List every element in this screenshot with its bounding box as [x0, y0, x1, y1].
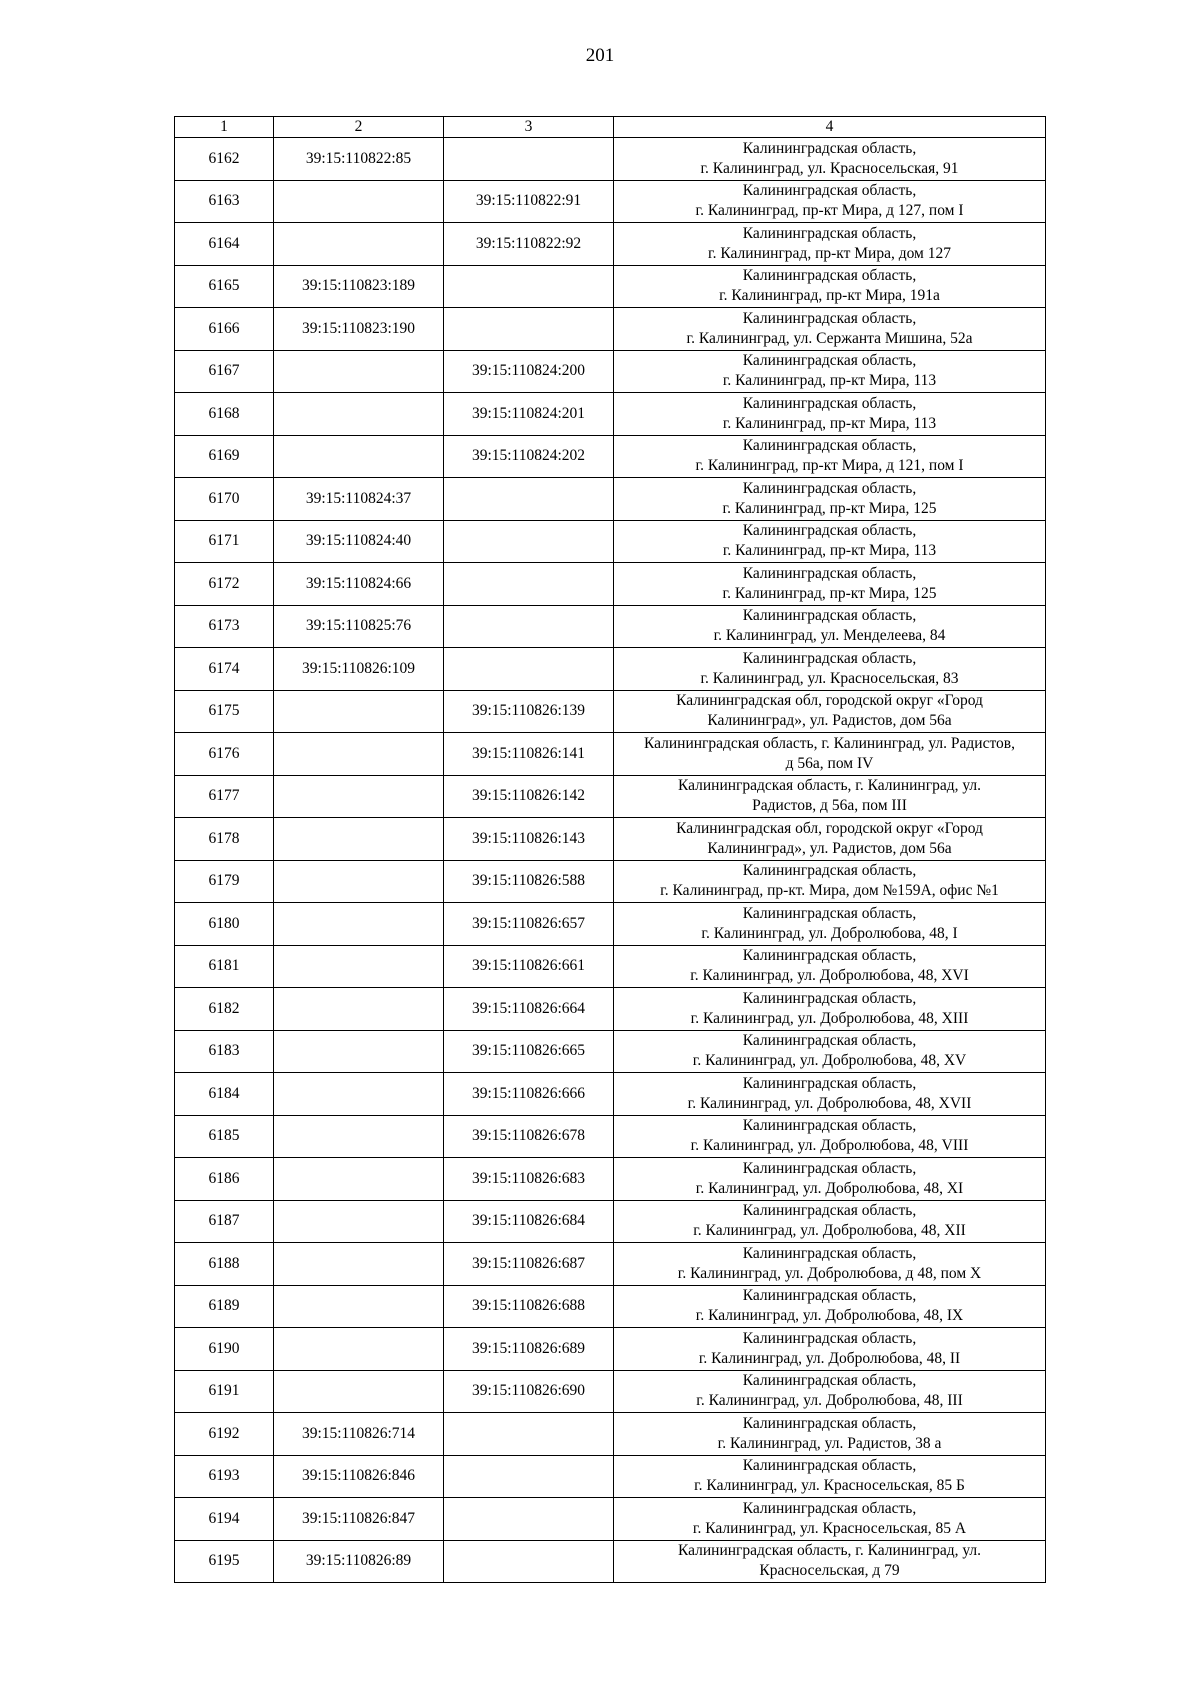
address-cell [614, 1328, 1046, 1371]
table-row [175, 1073, 1046, 1116]
cadastral-number-building-cell [444, 265, 614, 308]
cadastral-number-building-cell [444, 648, 614, 691]
table-row [175, 1455, 1046, 1498]
cadastral-number-cell: 39:15:110824:40 [274, 520, 444, 563]
table-row [175, 435, 1046, 478]
address-line: г. Калининград, ул. Добролюбова, 48, III [696, 1392, 963, 1410]
address-cell [614, 733, 1046, 776]
table-row [175, 478, 1046, 521]
table-body [175, 138, 1046, 1583]
address-line: Калининградская область, [742, 522, 917, 540]
table-row [175, 1158, 1046, 1201]
table-row [175, 945, 1046, 988]
table-row [175, 775, 1046, 818]
address-cell [614, 138, 1046, 181]
row-number-cell: 6187 [175, 1200, 274, 1243]
cadastral-number-building-cell: 39:15:110824:201 [444, 393, 614, 436]
address-line: г. Калининград, ул. Добролюбова, 48, XVI [690, 967, 969, 985]
cadastral-number-building-cell: 39:15:110826:689 [444, 1328, 614, 1371]
address-line: Калининград», ул. Радистов, дом 56а [707, 839, 952, 857]
registry-table [174, 116, 1046, 1583]
address-line: Калининградская область, [742, 309, 917, 327]
column-header-3: 3 [444, 117, 614, 138]
address-line: г. Калининград, пр-кт Мира, 113 [722, 414, 937, 432]
address-cell [614, 308, 1046, 351]
address-line: г. Калининград, ул. Добролюбова, 48, VIII [690, 1137, 969, 1155]
cadastral-number-building-cell [444, 1498, 614, 1541]
address-line: г. Калининград, пр-кт Мира, 113 [722, 542, 937, 560]
address-line: Радистов, д 56а, пом III [752, 797, 907, 815]
cadastral-number-building-cell [444, 1455, 614, 1498]
address-cell [614, 180, 1046, 223]
row-number-cell: 6180 [175, 903, 274, 946]
cadastral-number-building-cell: 39:15:110826:690 [444, 1370, 614, 1413]
address-line: г. Калининград, пр-кт Мира, д 127, пом I [695, 202, 964, 220]
cadastral-number-building-cell: 39:15:110826:665 [444, 1030, 614, 1073]
address-line: Калининградская область, [742, 1244, 917, 1262]
cadastral-number-building-cell: 39:15:110826:684 [444, 1200, 614, 1243]
cadastral-number-building-cell [444, 478, 614, 521]
cadastral-number-cell: 39:15:110826:109 [274, 648, 444, 691]
row-number-cell: 6169 [175, 435, 274, 478]
address-line: Калининградская обл, городской округ «Город [676, 819, 983, 837]
row-number-cell: 6181 [175, 945, 274, 988]
address-line: Калининградская область, [742, 989, 917, 1007]
cadastral-number-building-cell: 39:15:110826:678 [444, 1115, 614, 1158]
address-line: Калининградская область, г. Калининград, ул. [677, 777, 982, 795]
table-row [175, 1328, 1046, 1371]
address-line: г. Калининград, пр-кт Мира, 125 [722, 499, 937, 517]
table-row [175, 690, 1046, 733]
table-row [175, 1115, 1046, 1158]
row-number-cell: 6190 [175, 1328, 274, 1371]
cadastral-number-building-cell: 39:15:110826:142 [444, 775, 614, 818]
cadastral-number-cell: 39:15:110826:89 [274, 1540, 444, 1583]
address-line: Калининградская область, [742, 607, 917, 625]
address-line: г. Калининград, ул. Красносельская, 91 [700, 159, 959, 177]
row-number-cell: 6171 [175, 520, 274, 563]
row-number-cell: 6172 [175, 563, 274, 606]
address-line: г. Калининград, пр-кт Мира, дом 127 [708, 244, 951, 262]
row-number-cell: 6166 [175, 308, 274, 351]
address-line: г. Калининград, ул. Добролюбова, 48, XVII [687, 1094, 972, 1112]
address-line: Калининградская область, [742, 1287, 917, 1305]
cadastral-number-cell: 39:15:110826:846 [274, 1455, 444, 1498]
address-line: г. Калининград, ул. Добролюбова, 48, IX [695, 1307, 964, 1325]
cadastral-number-building-cell: 39:15:110826:683 [444, 1158, 614, 1201]
header-row [175, 117, 1046, 138]
address-line: г. Калининград, ул. Менделеева, 84 [713, 627, 946, 645]
cadastral-number-cell [274, 818, 444, 861]
address-line: Калининградская область, [742, 394, 917, 412]
row-number-cell: 6195 [175, 1540, 274, 1583]
row-number-cell: 6173 [175, 605, 274, 648]
address-cell [614, 690, 1046, 733]
address-cell [614, 435, 1046, 478]
cadastral-number-cell: 39:15:110826:714 [274, 1413, 444, 1456]
address-cell [614, 1285, 1046, 1328]
cadastral-number-cell [274, 860, 444, 903]
address-line: Калининградская область, [742, 1117, 917, 1135]
address-line: Калининградская область, [742, 1414, 917, 1432]
row-number-cell: 6183 [175, 1030, 274, 1073]
table-row [175, 1498, 1046, 1541]
row-number-cell: 6176 [175, 733, 274, 776]
row-number-cell: 6194 [175, 1498, 274, 1541]
address-cell [614, 1073, 1046, 1116]
table-row [175, 1243, 1046, 1286]
table-row [175, 223, 1046, 266]
table-row [175, 903, 1046, 946]
address-line: Калининградская область, [742, 352, 917, 370]
cadastral-number-cell [274, 988, 444, 1031]
cadastral-number-cell: 39:15:110824:66 [274, 563, 444, 606]
cadastral-number-building-cell [444, 605, 614, 648]
cadastral-number-building-cell: 39:15:110824:200 [444, 350, 614, 393]
page-number: 201 [585, 45, 615, 66]
cadastral-number-cell [274, 1030, 444, 1073]
table-row [175, 733, 1046, 776]
address-line: Калининградская обл, городской округ «Город [676, 692, 983, 710]
cadastral-number-building-cell [444, 1413, 614, 1456]
address-line: г. Калининград, ул. Красносельская, 83 [700, 669, 959, 687]
cadastral-number-cell [274, 1115, 444, 1158]
row-number-cell: 6168 [175, 393, 274, 436]
address-line: г. Калининград, ул. Добролюбова, д 48, пом X [677, 1264, 982, 1282]
address-cell [614, 1030, 1046, 1073]
cadastral-number-cell [274, 1285, 444, 1328]
address-cell [614, 903, 1046, 946]
address-line: г. Калининград, пр-кт Мира, 113 [722, 372, 937, 390]
address-line: Калининградская область, [742, 1032, 917, 1050]
address-line: г. Калининград, ул. Добролюбова, 48, XIII [690, 1009, 969, 1027]
cadastral-number-cell [274, 393, 444, 436]
address-cell [614, 818, 1046, 861]
row-number-cell: 6179 [175, 860, 274, 903]
cadastral-number-cell: 39:15:110823:190 [274, 308, 444, 351]
cadastral-number-cell [274, 180, 444, 223]
address-line: Калининградская область, [742, 267, 917, 285]
row-number-cell: 6186 [175, 1158, 274, 1201]
row-number-cell: 6192 [175, 1413, 274, 1456]
table-row [175, 988, 1046, 1031]
row-number-cell: 6184 [175, 1073, 274, 1116]
address-line: г. Калининград, ул. Красносельская, 85 Б [694, 1477, 965, 1495]
address-cell [614, 520, 1046, 563]
cadastral-number-cell: 39:15:110826:847 [274, 1498, 444, 1541]
address-line: г. Калининград, ул. Красносельская, 85 А [692, 1519, 967, 1537]
cadastral-number-building-cell: 39:15:110826:661 [444, 945, 614, 988]
address-line: Калининградская область, [742, 649, 917, 667]
table-row [175, 648, 1046, 691]
address-cell [614, 1115, 1046, 1158]
address-line: Калининградская область, [742, 224, 917, 242]
cadastral-number-cell [274, 1158, 444, 1201]
address-line: г. Калининград, пр-кт Мира, 125 [722, 584, 937, 602]
address-line: Калининградская область, [742, 479, 917, 497]
cadastral-number-cell [274, 775, 444, 818]
address-cell [614, 775, 1046, 818]
cadastral-number-building-cell: 39:15:110826:688 [444, 1285, 614, 1328]
cadastral-number-building-cell [444, 563, 614, 606]
cadastral-number-building-cell [444, 138, 614, 181]
table-row [175, 818, 1046, 861]
address-line: Калининградская область, [742, 564, 917, 582]
address-line: Калининградская область, [742, 437, 917, 455]
cadastral-number-cell [274, 1370, 444, 1413]
address-line: Калининградская область, [742, 904, 917, 922]
address-cell [614, 648, 1046, 691]
address-cell [614, 1158, 1046, 1201]
address-cell [614, 393, 1046, 436]
table-row [175, 138, 1046, 181]
row-number-cell: 6175 [175, 690, 274, 733]
column-header-1: 1 [175, 117, 274, 138]
address-line: Калининградская область, [742, 947, 917, 965]
address-line: г. Калининград, ул. Добролюбова, 48, I [701, 924, 958, 942]
table-row [175, 1200, 1046, 1243]
row-number-cell: 6164 [175, 223, 274, 266]
address-line: Калининградская область, [742, 139, 917, 157]
address-line: г. Калининград, ул. Сержанта Мишина, 52а [686, 329, 973, 347]
table-row [175, 1413, 1046, 1456]
row-number-cell: 6191 [175, 1370, 274, 1413]
address-cell [614, 350, 1046, 393]
address-line: Калининградская область, [742, 182, 917, 200]
address-line: д 56а, пом IV [785, 754, 874, 772]
address-line: г. Калининград, ул. Добролюбова, 48, XII [693, 1222, 966, 1240]
table-row [175, 350, 1046, 393]
address-cell [614, 1498, 1046, 1541]
address-line: г. Калининград, ул. Добролюбова, 48, II [698, 1349, 961, 1367]
row-number-cell: 6177 [175, 775, 274, 818]
address-line: Калининградская область, [742, 862, 917, 880]
address-cell [614, 478, 1046, 521]
address-line: г. Калининград, пр-кт Мира, д 121, пом I [695, 457, 964, 475]
address-line: Калининградская область, г. Калининград, ул. [677, 1542, 982, 1560]
address-cell [614, 605, 1046, 648]
table-row [175, 180, 1046, 223]
address-cell [614, 860, 1046, 903]
row-number-cell: 6178 [175, 818, 274, 861]
table-row [175, 520, 1046, 563]
address-cell [614, 265, 1046, 308]
cadastral-number-building-cell: 39:15:110826:687 [444, 1243, 614, 1286]
address-cell [614, 1413, 1046, 1456]
cadastral-number-cell: 39:15:110823:189 [274, 265, 444, 308]
address-line: Калининградская область, [742, 1329, 917, 1347]
table-row [175, 563, 1046, 606]
row-number-cell: 6188 [175, 1243, 274, 1286]
cadastral-number-cell: 39:15:110822:85 [274, 138, 444, 181]
cadastral-number-building-cell: 39:15:110826:664 [444, 988, 614, 1031]
address-line: Калининградская область, г. Калининград, ул. Радистов, [643, 734, 1015, 752]
table-header [175, 117, 1046, 138]
table-row [175, 1285, 1046, 1328]
address-line: Калининград», ул. Радистов, дом 56а [707, 712, 952, 730]
address-line: Калининградская область, [742, 1457, 917, 1475]
cadastral-number-cell [274, 690, 444, 733]
address-line: Калининградская область, [742, 1202, 917, 1220]
address-cell [614, 1370, 1046, 1413]
address-cell [614, 945, 1046, 988]
cadastral-number-building-cell: 39:15:110826:141 [444, 733, 614, 776]
cadastral-number-building-cell: 39:15:110824:202 [444, 435, 614, 478]
address-cell [614, 223, 1046, 266]
address-line: Калининградская область, [742, 1372, 917, 1390]
row-number-cell: 6189 [175, 1285, 274, 1328]
cadastral-number-building-cell [444, 1540, 614, 1583]
address-line: Красносельская, д 79 [759, 1562, 900, 1580]
cadastral-number-building-cell: 39:15:110822:92 [444, 223, 614, 266]
row-number-cell: 6170 [175, 478, 274, 521]
row-number-cell: 6182 [175, 988, 274, 1031]
cadastral-number-cell [274, 1073, 444, 1116]
cadastral-number-building-cell: 39:15:110826:139 [444, 690, 614, 733]
row-number-cell: 6162 [175, 138, 274, 181]
cadastral-number-building-cell [444, 308, 614, 351]
cadastral-number-cell [274, 435, 444, 478]
cadastral-number-cell: 39:15:110825:76 [274, 605, 444, 648]
cadastral-number-building-cell: 39:15:110826:588 [444, 860, 614, 903]
row-number-cell: 6174 [175, 648, 274, 691]
cadastral-number-building-cell [444, 520, 614, 563]
cadastral-number-cell [274, 1328, 444, 1371]
table-row [175, 308, 1046, 351]
cadastral-number-building-cell: 39:15:110826:143 [444, 818, 614, 861]
column-header-4: 4 [614, 117, 1046, 138]
cadastral-number-cell [274, 945, 444, 988]
table-row [175, 1540, 1046, 1583]
column-header-2: 2 [274, 117, 444, 138]
cadastral-number-building-cell: 39:15:110826:657 [444, 903, 614, 946]
address-line: г. Калининград, ул. Добролюбова, 48, XI [695, 1179, 964, 1197]
cadastral-number-cell [274, 223, 444, 266]
address-line: г. Калининград, ул. Добролюбова, 48, XV [692, 1052, 967, 1070]
cadastral-number-cell [274, 1243, 444, 1286]
address-line: г. Калининград, пр-кт Мира, 191а [719, 287, 940, 305]
address-line: г. Калининград, ул. Радистов, 38 а [717, 1434, 942, 1452]
address-line: Калининградская область, [742, 1499, 917, 1517]
cadastral-number-cell [274, 733, 444, 776]
cadastral-number-cell: 39:15:110824:37 [274, 478, 444, 521]
address-cell [614, 1200, 1046, 1243]
cadastral-number-cell [274, 903, 444, 946]
address-line: Калининградская область, [742, 1159, 917, 1177]
table-row [175, 1030, 1046, 1073]
address-cell [614, 988, 1046, 1031]
table-row [175, 860, 1046, 903]
cadastral-number-cell [274, 350, 444, 393]
row-number-cell: 6165 [175, 265, 274, 308]
table-row [175, 265, 1046, 308]
table-row [175, 605, 1046, 648]
cadastral-number-cell [274, 1200, 444, 1243]
address-cell [614, 563, 1046, 606]
address-cell [614, 1455, 1046, 1498]
row-number-cell: 6167 [175, 350, 274, 393]
cadastral-number-building-cell: 39:15:110822:91 [444, 180, 614, 223]
address-line: Калининградская область, [742, 1074, 917, 1092]
cadastral-number-building-cell: 39:15:110826:666 [444, 1073, 614, 1116]
address-line: г. Калининград, пр-кт. Мира, дом №159А, офис №1 [660, 882, 999, 900]
table-row [175, 393, 1046, 436]
address-cell [614, 1540, 1046, 1583]
row-number-cell: 6185 [175, 1115, 274, 1158]
row-number-cell: 6193 [175, 1455, 274, 1498]
row-number-cell: 6163 [175, 180, 274, 223]
table-row [175, 1370, 1046, 1413]
address-cell [614, 1243, 1046, 1286]
